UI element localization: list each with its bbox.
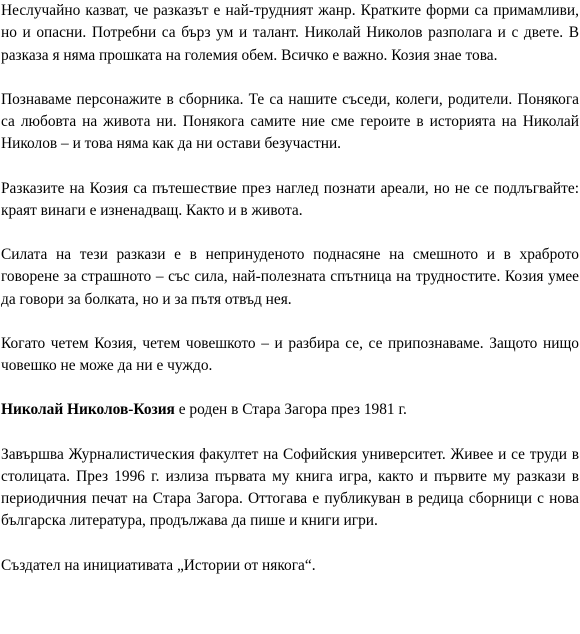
paragraph-characters: Познаваме персонажите в сборника. Те са нашите съседи, колеги, родители. Понякога са любовта на живота ни. Понякога самите ние сме героите в историята на Николай Николов – и това няма как да ни остави безучастни. xyxy=(1,90,579,153)
paragraph-creator: Създател на инициативата „Истории от някога“. xyxy=(1,556,316,574)
paragraph-bio xyxy=(1,399,579,421)
paragraph-education: Завършва Журналистическия факултет на Софийския университет. Живее и се труди в столицата. През 1996 г. излиза първата му книга игра, както и първите му разкази в периодичния печат на Стара Загора. Оттогава е публикуван в редица сборници с нова българска литература, продължава да пише и книги игри. xyxy=(1,445,579,530)
paragraph-intro: Неслучайно казват, че разказът е най-трудният жанр. Кратките форми са примамливи, но и опасни. Потребни са бърз ум и талант. Николай Николов разполага и с двете. В разказа я няма прошката на големия обем. Всичко е важно. Козия знае това. xyxy=(1,2,579,64)
paragraph-strength: Силата на тези разкази е в непринуденото поднасяне на смешното и в храброто говорене за страшното – със сила, най-полезната спътница на трудностите. Козия умее да говори за болката, но и за пътя отвъд нея. xyxy=(1,246,579,308)
paragraph-journey: Разказите на Козия са пътешествие през наглед познати ареали, но не се подлъгвайте: краят винаги е изненадващ. Както и в живота. xyxy=(1,179,579,219)
bio-text: е роден в Стара Загора през 1981 г. xyxy=(174,401,407,419)
author-name: Николай Николов-Козия xyxy=(1,401,175,419)
paragraph-human: Когато четем Козия, четем човешкото – и разбира се, се припознаваме. Защото нищо човешко не може да ни е чуждо. xyxy=(1,334,579,375)
